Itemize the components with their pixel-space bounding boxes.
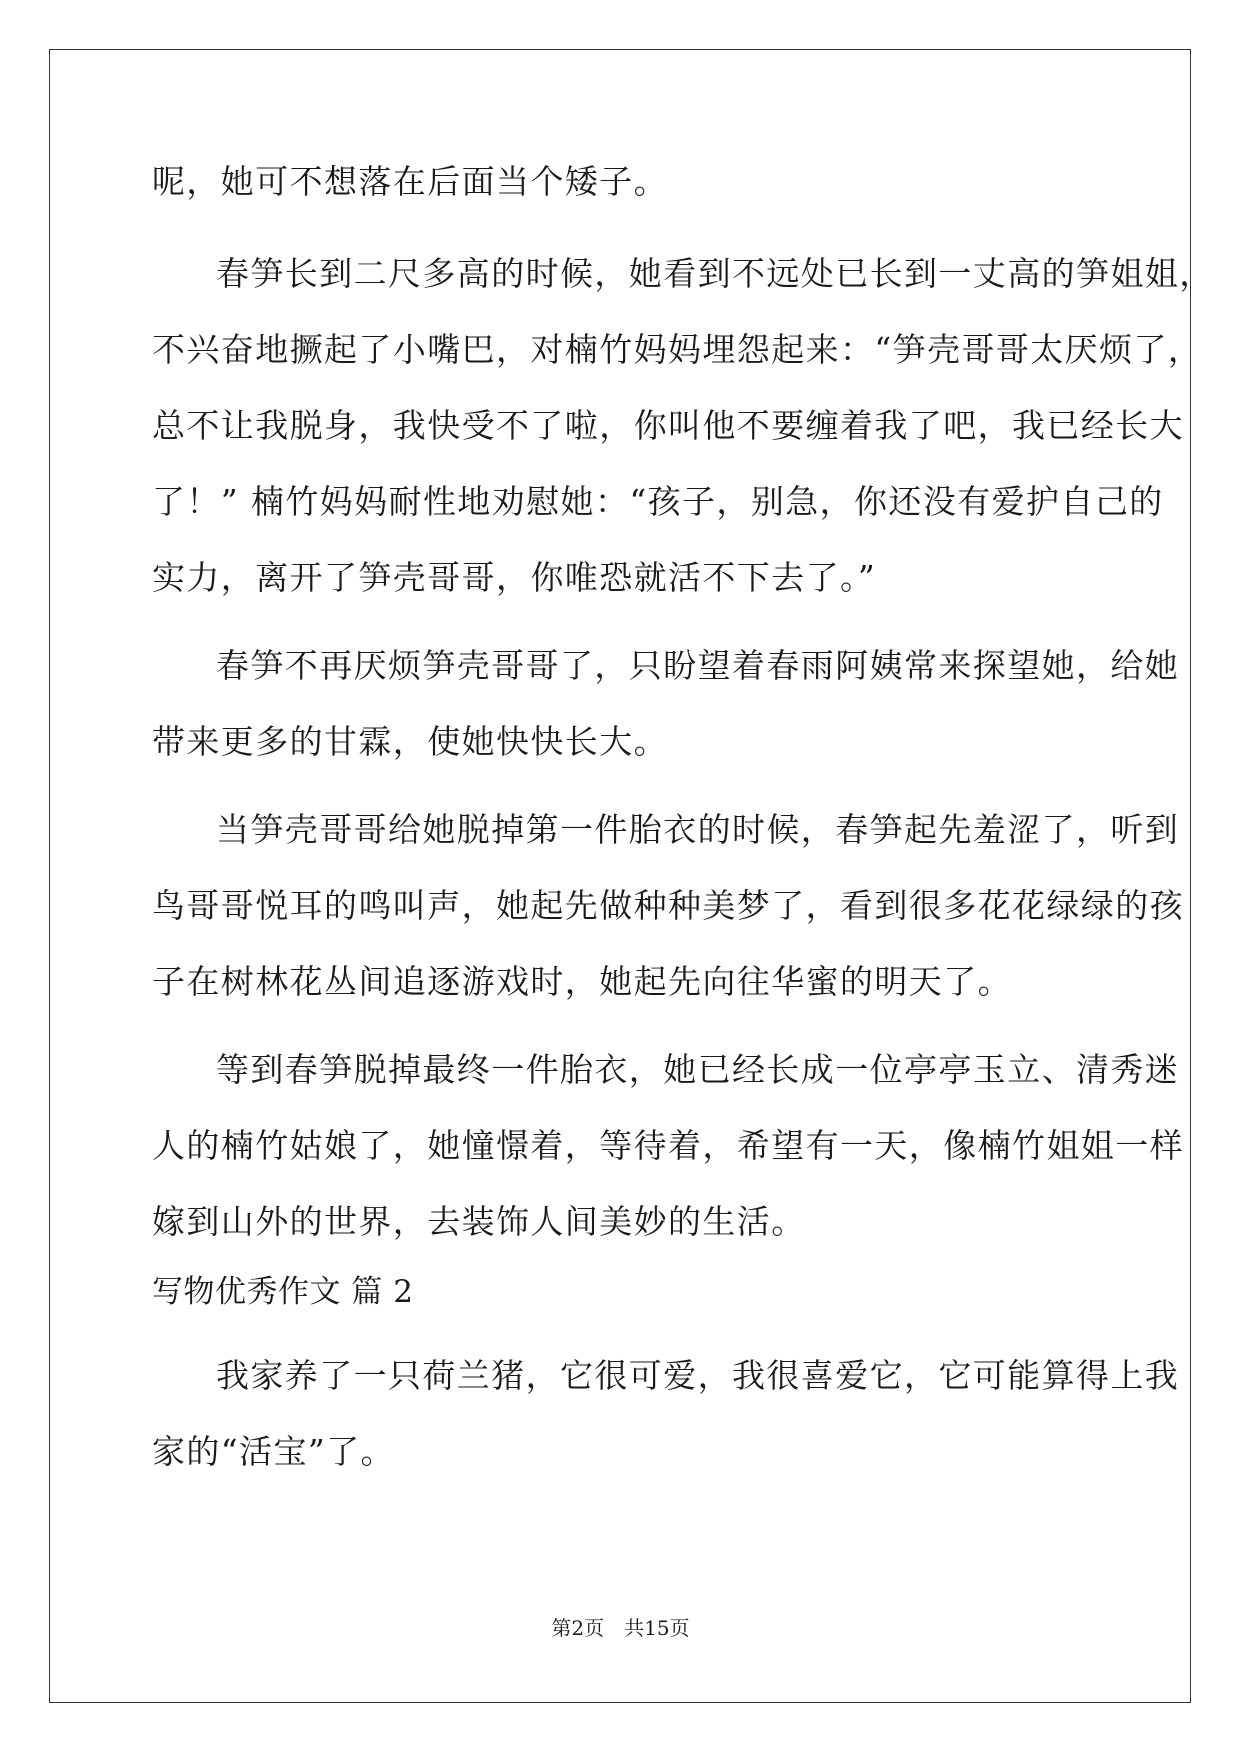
text-line: 嫁到山外的世界，去装饰人间美妙的生活。 [152, 1202, 806, 1241]
text-line: 鸟哥哥悦耳的鸣叫声，她起先做种种美梦了，看到很多花花绿绿的孩 [152, 886, 1184, 925]
text-line: 当笋壳哥哥给她脱掉第一件胎衣的时候，春笋起先羞涩了，听到 [216, 810, 1180, 849]
text-line: 总不让我脱身，我快受不了啦，你叫他不要缠着我了吧，我已经长大 [152, 406, 1184, 445]
text-line: 了！” 楠竹妈妈耐性地劝慰她：“孩子，别急，你还没有爱护自己的 [152, 482, 1164, 521]
text-line: 带来更多的甘霖，使她快快长大。 [152, 722, 668, 761]
text-line: 子在树林花丛间追逐游戏时，她起先向往华蜜的明天了。 [152, 962, 1012, 1001]
text-line: 等到春笋脱掉最终一件胎衣，她已经长成一位亭亭玉立、清秀迷 [216, 1050, 1180, 1089]
text-line: 实力，离开了笋壳哥哥，你唯恐就活不下去了。” [152, 558, 877, 597]
text-line: 春笋不再厌烦笋壳哥哥了，只盼望着春雨阿姨常来探望她，给她 [216, 646, 1180, 685]
text-line: 人的楠竹姑娘了，她憧憬着，等待着，希望有一天，像楠竹姐姐一样 [152, 1126, 1184, 1165]
page-number: 第2页 共15页 [551, 1616, 690, 1640]
text-line: 不兴奋地撅起了小嘴巴，对楠竹妈妈埋怨起来：“笋壳哥哥太厌烦了， [152, 330, 1203, 369]
text-line: 呢，她可不想落在后面当个矮子。 [152, 162, 668, 201]
text-line: 我家养了一只荷兰猪，它很可爱，我很喜爱它，它可能算得上我 [216, 1356, 1180, 1395]
text-line: 春笋长到二尺多高的时候，她看到不远处已长到一丈高的笋姐姐， [216, 254, 1214, 293]
section-heading: 写物优秀作文 篇 2 [152, 1274, 414, 1310]
text-line: 家的“活宝”了。 [152, 1432, 395, 1471]
